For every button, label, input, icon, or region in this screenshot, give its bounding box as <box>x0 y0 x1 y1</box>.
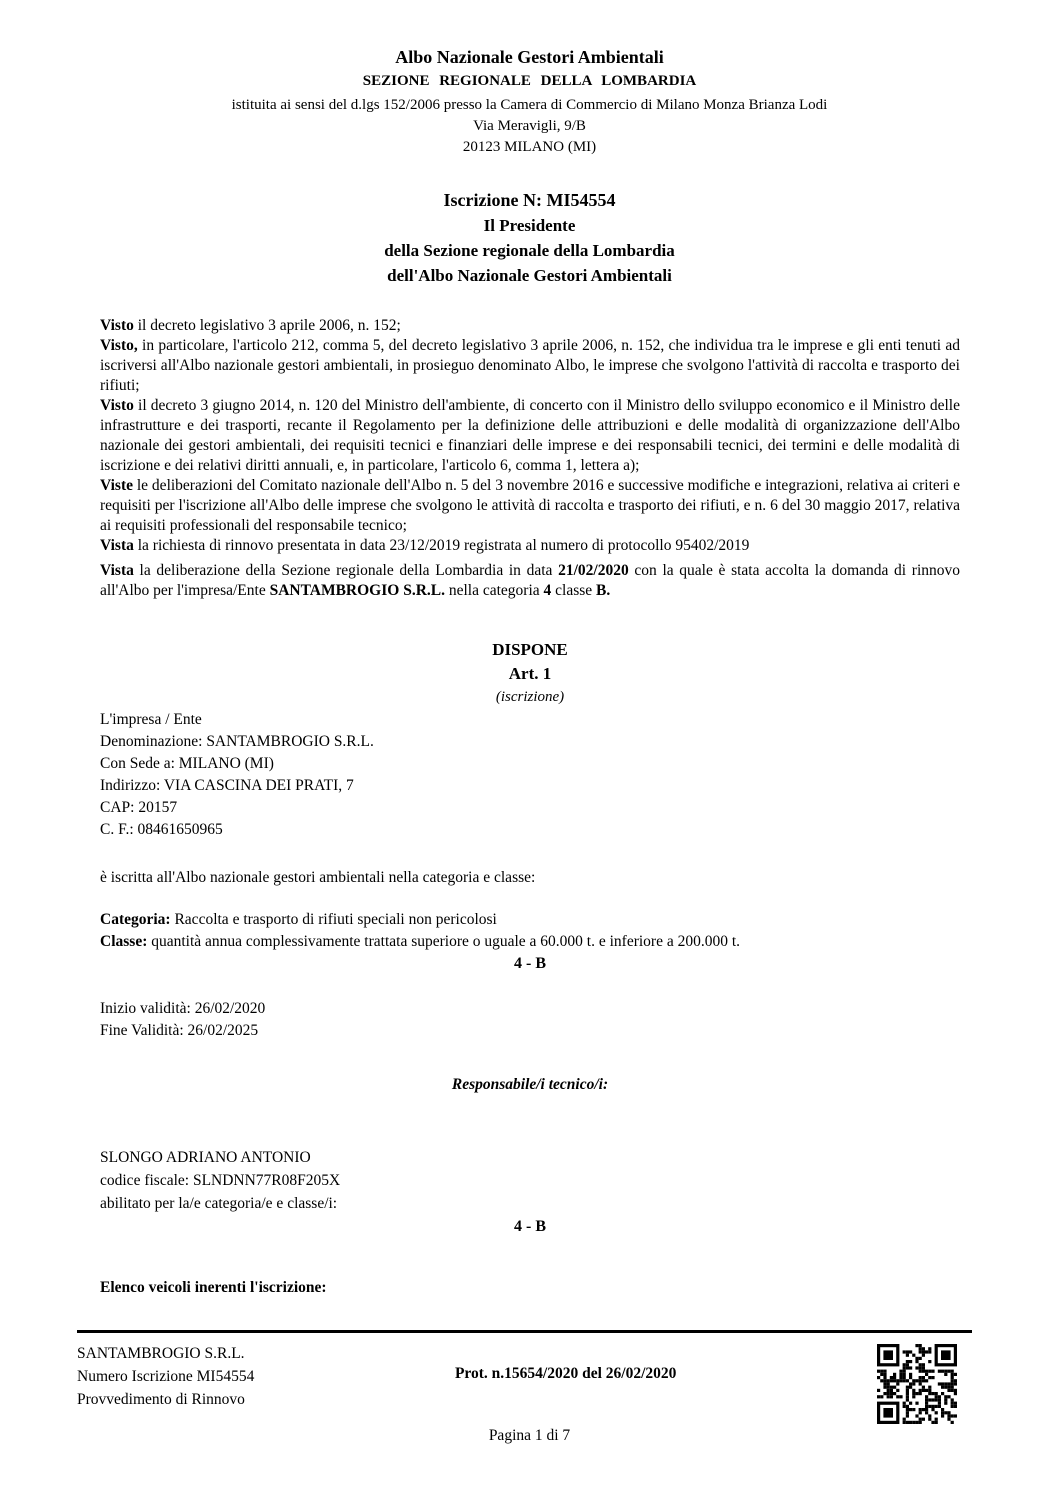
registration-intro: è iscritta all'Albo nazionale gestori ambientali nella categoria e classe: <box>100 869 536 886</box>
footer-company-block <box>77 1333 254 1411</box>
document-header <box>0 0 1059 288</box>
technical-manager-abilitation: abilitato per la/e categoria/e e classe/i: <box>100 1195 338 1212</box>
footer-provision: Provvedimento di Rinnovo <box>77 1391 245 1408</box>
validity-end: Fine Validità: 26/02/2025 <box>100 1022 259 1039</box>
dispone-article-note: (iscrizione) <box>495 689 565 705</box>
issuer-org: dell'Albo Nazionale Gestori Ambientali <box>387 266 672 285</box>
established-line: istituita ai sensi del d.lgs 152/2006 presso la Camera di Commercio di Milano Monza Brianza Lodi <box>231 97 828 113</box>
technical-manager-block <box>100 1146 960 1238</box>
recital-5: Vista la richiesta di rinnovo presentata in data 23/12/2019 registrata al numero di protocollo 95402/2019 <box>100 537 750 554</box>
registration-number: Iscrizione N: MI54554 <box>443 190 616 210</box>
company-intro: L'impresa / Ente <box>100 711 202 728</box>
issuer-title: Il Presidente <box>483 216 576 235</box>
company-cf: C. F.: 08461650965 <box>100 821 223 838</box>
document-footer <box>77 1330 972 1424</box>
validity-block <box>100 998 960 1042</box>
dispone-section <box>100 639 960 707</box>
document-body <box>100 316 960 1298</box>
registration-header <box>0 188 1059 288</box>
dispone-article: Art. 1 <box>508 664 552 683</box>
dispone-heading: DISPONE <box>492 640 568 659</box>
footer-registration: Numero Iscrizione MI54554 <box>77 1368 255 1385</box>
company-info <box>100 709 960 841</box>
address-city: 20123 MILANO (MI) <box>462 139 597 155</box>
recital-4: Viste le deliberazioni del Comitato nazionale dell'Albo n. 5 del 3 novembre 2016 e successive modifiche e integrazioni, relativa ai criteri e requisiti per l'iscrizione all'Albo delle imprese che svolgono le attività di raccolta e trasporto dei rifiuti, e n. 6 del 30 maggio 2017, relativa ai requisiti professionali del responsabile tecnico; <box>100 477 961 534</box>
categoria-line: Categoria: Raccolta e trasporto di rifiuti speciali non pericolosi <box>100 911 497 928</box>
recital-resolution: Vista la deliberazione della Sezione regionale della Lombardia in data 21/02/2020 con la quale è stata accolta la domanda di rinnovo all'Albo per l'impresa/Ente SANTAMBROGIO S.R.L. nella categoria 4 classe B. <box>100 562 960 599</box>
company-denominazione: Denominazione: SANTAMBROGIO S.R.L. <box>100 733 374 750</box>
technical-manager-class-code: 4 - B <box>514 1218 546 1235</box>
vehicles-heading: Elenco veicoli inerenti l'iscrizione: <box>100 1279 327 1296</box>
validity-start: Inizio validità: 26/02/2020 <box>100 1000 266 1017</box>
company-indirizzo: Indirizzo: VIA CASCINA DEI PRATI, 7 <box>100 777 354 794</box>
company-cap: CAP: 20157 <box>100 799 178 816</box>
page-indicator: Pagina 1 di 7 <box>488 1427 571 1444</box>
footer-protocol: Prot. n.15654/2020 del 26/02/2020 <box>454 1365 677 1382</box>
classe-line: Classe: quantità annua complessivamente trattata superiore o uguale a 60.000 t. e inferiore a 200.000 t. <box>100 933 741 950</box>
org-subtitle: SEZIONE REGIONALE DELLA LOMBARDIA <box>362 73 697 89</box>
recital-3: Visto il decreto 3 giugno 2014, n. 120 del Ministro dell'ambiente, di concerto con il Ministro dello sviluppo economico e il Ministro delle infrastrutture e dei trasporti, recante il Regolamento per la definizione delle attribuzioni e delle modalità di organizzazione dell'Albo nazionale dei gestori ambientali, dei requisiti tecnici e finanziari delle imprese e dei responsabili tecnici, dei termini e delle modalità di iscrizione e dei relativi diritti annuali, e, in particolare, l'articolo 6, comma 1, lettera a); <box>100 397 960 474</box>
technical-manager-heading: Responsabile/i tecnico/i: <box>451 1076 609 1093</box>
recital-2: Visto, in particolare, l'articolo 212, comma 5, del decreto legislativo 3 aprile 2006, n. 152, che individua tra le imprese e gli enti tenuti ad iscriversi all'Albo nazionale gestori ambientali, in prosieguo denominato Albo, le imprese che svolgono l'attività di raccolta e trasporto dei rifiuti; <box>100 337 960 394</box>
issuer-section: della Sezione regionale della Lombardia <box>384 241 675 260</box>
recital-1: Visto il decreto legislativo 3 aprile 2006, n. 152; <box>100 317 401 334</box>
category-class-code: 4 - B <box>514 955 546 972</box>
company-sede: Con Sede a: MILANO (MI) <box>100 755 274 772</box>
address-street: Via Meravigli, 9/B <box>473 118 586 134</box>
org-title: Albo Nazionale Gestori Ambientali <box>395 47 664 67</box>
qr-code <box>877 1344 957 1424</box>
category-class-block <box>100 909 960 975</box>
footer-company: SANTAMBROGIO S.R.L. <box>77 1345 245 1362</box>
technical-manager-name: SLONGO ADRIANO ANTONIO <box>100 1149 311 1166</box>
technical-manager-cf: codice fiscale: SLNDNN77R08F205X <box>100 1172 341 1189</box>
